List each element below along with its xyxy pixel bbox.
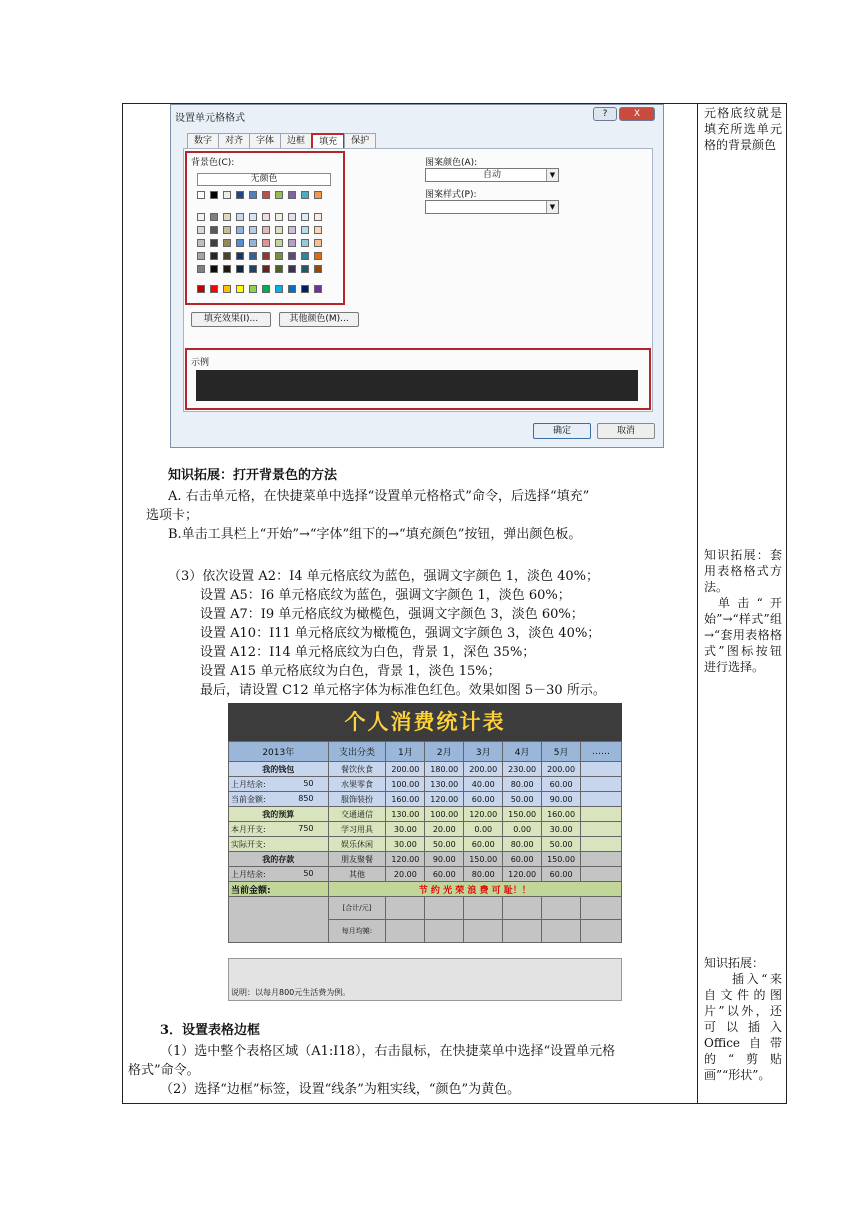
table-cell (386, 897, 425, 920)
table-cell (581, 920, 622, 943)
color-swatch[interactable] (288, 213, 296, 221)
value-cell: 60.00 (542, 777, 581, 792)
row-amount: 850 (298, 793, 314, 803)
value-cell: 100.00 (386, 777, 425, 792)
value-cell: 60.00 (425, 867, 464, 882)
value-cell: 50.00 (503, 792, 542, 807)
value-cell: 160.00 (542, 807, 581, 822)
color-swatch[interactable] (249, 226, 257, 234)
color-swatch[interactable] (301, 265, 309, 273)
category-cell: 学习用具 (328, 822, 386, 837)
color-swatch[interactable] (275, 239, 283, 247)
color-swatch[interactable] (301, 239, 309, 247)
value-cell: 120.00 (464, 807, 503, 822)
color-swatch[interactable] (236, 213, 244, 221)
color-swatch[interactable] (223, 285, 231, 293)
value-cell: 30.00 (386, 837, 425, 852)
side-note-3 (704, 955, 782, 1083)
value-cell: 50.00 (425, 837, 464, 852)
dialog-tabs (187, 133, 375, 148)
color-swatch[interactable] (275, 213, 283, 221)
color-swatch[interactable] (223, 239, 231, 247)
color-swatch[interactable] (210, 191, 218, 199)
color-swatch[interactable] (197, 226, 205, 234)
side-note-1: 元格底纹就是填充所选单元格的背景颜色 (704, 106, 782, 152)
step3-line2: 设置 A5：I6 单元格底纹为蓝色，强调文字颜色 1，淡色 60%； (200, 588, 571, 603)
color-swatch[interactable] (314, 285, 322, 293)
row-label-cell (229, 837, 329, 852)
value-cell: 60.00 (464, 837, 503, 852)
row-label-cell: 我的预算 (229, 807, 329, 822)
color-swatch[interactable] (288, 226, 296, 234)
value-cell: 0.00 (503, 822, 542, 837)
value-cell: 20.00 (425, 822, 464, 837)
value-cell: 130.00 (386, 807, 425, 822)
tab-font[interactable]: 字体 (249, 133, 281, 148)
value-cell (581, 792, 622, 807)
color-swatch[interactable] (249, 213, 257, 221)
sample-label: 示例 (191, 358, 210, 368)
color-swatch[interactable] (288, 285, 296, 293)
header-cell: 3月 (464, 742, 503, 762)
side-note-2-body: 单击“开始”→“样式”组→“套用表格格式”图标按钮进行选择。 (704, 596, 782, 674)
color-swatch[interactable] (262, 213, 270, 221)
color-swatch[interactable] (249, 265, 257, 273)
bg-color-label: 背景色(C): (191, 158, 235, 168)
row-label-cell (229, 867, 329, 882)
color-swatch[interactable] (301, 285, 309, 293)
total-row (229, 897, 622, 920)
fill-effects-button[interactable]: 填充效果(I)... (191, 312, 271, 327)
row-amount: 50 (303, 778, 314, 788)
color-swatch[interactable] (275, 252, 283, 260)
value-cell (581, 777, 622, 792)
category-cell: 餐饮伙食 (328, 762, 386, 777)
value-cell: 40.00 (464, 777, 503, 792)
blank-cell (229, 897, 329, 943)
category-cell: 服饰装扮 (328, 792, 386, 807)
table-header-row (229, 742, 622, 762)
step3-line6: 设置 A15 单元格底纹为白色，背景 1，淡色 15%； (200, 664, 501, 679)
color-swatch[interactable] (223, 213, 231, 221)
category-cell: 水果零食 (328, 777, 386, 792)
color-swatch[interactable] (236, 239, 244, 247)
chevron-down-icon: ▼ (546, 169, 558, 181)
value-cell: 150.00 (503, 807, 542, 822)
slogan: 节 约 光 荣 浪 费 可 耻！！ (328, 882, 621, 897)
category-cell: 朋友聚餐 (328, 852, 386, 867)
value-cell: 150.00 (464, 852, 503, 867)
sheet-note-area (228, 958, 622, 1001)
category-cell: 其他 (328, 867, 386, 882)
color-swatch[interactable] (288, 265, 296, 273)
value-cell: 60.00 (542, 867, 581, 882)
header-cell: 1月 (386, 742, 425, 762)
color-swatch[interactable] (249, 239, 257, 247)
color-swatch[interactable] (301, 191, 309, 199)
value-cell: 90.00 (425, 852, 464, 867)
ok-button[interactable]: 确定 (533, 423, 591, 439)
color-swatch[interactable] (236, 285, 244, 293)
value-cell: 0.00 (464, 822, 503, 837)
side-note-3-title: 知识拓展： (704, 956, 765, 970)
color-swatch[interactable] (314, 213, 322, 221)
value-cell: 160.00 (386, 792, 425, 807)
value-cell: 50.00 (542, 837, 581, 852)
table-row (229, 822, 622, 837)
row-label: 本月开支: (231, 824, 266, 834)
row-amount: 750 (298, 823, 314, 833)
table-cell (464, 897, 503, 920)
color-swatch[interactable] (262, 252, 270, 260)
side-note-2-title: 知识拓展：套用表格格式方法。 (704, 548, 782, 594)
color-swatch[interactable] (262, 285, 270, 293)
color-swatch[interactable] (301, 226, 309, 234)
value-cell (581, 822, 622, 837)
table-row (229, 852, 622, 867)
color-swatch[interactable] (262, 265, 270, 273)
value-cell: 180.00 (425, 762, 464, 777)
table-cell (542, 897, 581, 920)
value-cell: 100.00 (425, 807, 464, 822)
value-cell: 120.00 (386, 852, 425, 867)
row-label-cell (229, 777, 329, 792)
cancel-button[interactable]: 取消 (597, 423, 655, 439)
header-cell: 支出分类 (328, 742, 386, 762)
color-swatch[interactable] (210, 265, 218, 273)
row-label: 实际开支: (231, 839, 266, 849)
table-row (229, 762, 622, 777)
value-cell: 90.00 (542, 792, 581, 807)
step2: （2）选择“边框”标签，设置“线条”为粗实线，“颜色”为黄色。 (160, 1082, 521, 1097)
color-swatch[interactable] (288, 252, 296, 260)
tab-protection[interactable]: 保护 (344, 133, 376, 148)
table-row (229, 792, 622, 807)
close-button[interactable]: X (619, 107, 655, 121)
value-cell (581, 837, 622, 852)
pattern-style-select[interactable] (425, 200, 559, 214)
sheet-title: 个人消费统计表 (228, 703, 622, 741)
color-swatch[interactable] (249, 252, 257, 260)
value-cell (581, 852, 622, 867)
header-cell: 2013年 (229, 742, 329, 762)
value-cell (581, 807, 622, 822)
color-swatch[interactable] (236, 252, 244, 260)
side-note-3-body: 插入“来自文件的图片”以外，还可以插入Office自带的“剪贴画”“形状”。 (704, 972, 782, 1082)
header-cell: …… (581, 742, 622, 762)
dialog-title: 设置单元格格式 (175, 113, 245, 124)
color-swatch[interactable] (236, 265, 244, 273)
step1-line2: 格式”命令。 (128, 1063, 200, 1078)
row-label: 上月结余: (231, 779, 266, 789)
value-cell (581, 762, 622, 777)
color-swatch[interactable] (210, 239, 218, 247)
row-label-cell (229, 792, 329, 807)
pattern-color-label: 图案颜色(A): (425, 158, 478, 168)
total-label: [合计/元] (328, 897, 386, 920)
step3-line7: 最后，请设置 C12 单元格字体为标准色红色。效果如图 5－30 所示。 (200, 683, 606, 698)
pattern-color-select[interactable] (425, 168, 559, 182)
value-cell: 200.00 (542, 762, 581, 777)
value-cell (581, 867, 622, 882)
knowledge-title: 知识拓展：打开背景色的方法 (168, 468, 338, 483)
value-cell: 150.00 (542, 852, 581, 867)
color-swatch[interactable] (197, 265, 205, 273)
color-swatch[interactable] (197, 252, 205, 260)
color-swatch[interactable] (236, 191, 244, 199)
value-cell: 60.00 (503, 852, 542, 867)
more-colors-button[interactable]: 其他颜色(M)... (279, 312, 359, 327)
knowledge-b: B.单击工具栏上“开始”→“字体”组下的→“填充颜色”按钮，弹出颜色板。 (168, 527, 582, 542)
knowledge-a-line2: 选项卡； (146, 508, 199, 523)
value-cell: 30.00 (542, 822, 581, 837)
color-swatch[interactable] (262, 239, 270, 247)
current-amount-label: 当前金额: (229, 882, 329, 897)
color-swatch[interactable] (223, 191, 231, 199)
value-cell: 80.00 (464, 867, 503, 882)
sheet-note: 说明：以每月800元生活费为例。 (231, 988, 351, 997)
table-row (229, 867, 622, 882)
step3-line4: 设置 A10：I11 单元格底纹为橄榄色，强调文字颜色 3，淡色 40%； (200, 626, 601, 641)
color-swatch[interactable] (301, 252, 309, 260)
section-3-heading: 3．设置表格边框 (160, 1023, 261, 1038)
table-row (229, 807, 622, 822)
table-cell (503, 920, 542, 943)
color-swatch[interactable] (223, 265, 231, 273)
step3-line1: （3）依次设置 A2：I4 单元格底纹为蓝色，强调文字颜色 1，淡色 40%； (168, 569, 600, 584)
value-cell: 60.00 (464, 792, 503, 807)
row-label-cell (229, 822, 329, 837)
color-swatch[interactable] (262, 191, 270, 199)
color-swatch[interactable] (197, 191, 205, 199)
color-swatch[interactable] (275, 226, 283, 234)
color-swatch[interactable] (197, 285, 205, 293)
color-swatch[interactable] (314, 226, 322, 234)
color-swatch[interactable] (210, 252, 218, 260)
color-swatch[interactable] (210, 213, 218, 221)
color-swatch[interactable] (197, 239, 205, 247)
value-cell: 120.00 (425, 792, 464, 807)
value-cell: 80.00 (503, 777, 542, 792)
value-cell: 200.00 (386, 762, 425, 777)
row-label-cell: 我的钱包 (229, 762, 329, 777)
value-cell: 230.00 (503, 762, 542, 777)
table-cell (542, 920, 581, 943)
color-swatch[interactable] (223, 252, 231, 260)
color-swatch[interactable] (275, 265, 283, 273)
row-label: 当前金额: (231, 794, 266, 804)
color-swatch[interactable] (314, 191, 322, 199)
value-cell: 20.00 (386, 867, 425, 882)
color-swatch[interactable] (210, 226, 218, 234)
header-cell: 2月 (425, 742, 464, 762)
sample-preview (196, 370, 638, 401)
color-swatch[interactable] (275, 191, 283, 199)
category-cell: 交通通信 (328, 807, 386, 822)
table-row (229, 837, 622, 852)
color-swatch[interactable] (223, 226, 231, 234)
tab-fill[interactable]: 填充 (311, 133, 345, 148)
table-cell (581, 897, 622, 920)
pattern-style-label: 图案样式(P): (425, 190, 477, 200)
table-cell (503, 897, 542, 920)
color-swatch[interactable] (236, 226, 244, 234)
expense-sheet-figure (228, 703, 622, 1001)
step3-line3: 设置 A7：I9 单元格底纹为橄榄色，强调文字颜色 3，淡色 60%； (200, 607, 584, 622)
format-cells-dialog (170, 104, 664, 448)
table-cell (425, 897, 464, 920)
color-swatch[interactable] (314, 252, 322, 260)
step3-line5: 设置 A12：I14 单元格底纹为白色，背景 1，深色 35%； (200, 645, 536, 660)
header-cell: 5月 (542, 742, 581, 762)
column-divider (697, 103, 698, 1104)
row-label-cell: 我的存款 (229, 852, 329, 867)
color-swatch[interactable] (314, 239, 322, 247)
tab-number[interactable]: 数字 (187, 133, 219, 148)
table-cell (425, 920, 464, 943)
value-cell: 120.00 (503, 867, 542, 882)
average-label: 每月均摊: (328, 920, 386, 943)
chevron-down-icon: ▼ (546, 201, 558, 213)
color-swatch[interactable] (275, 285, 283, 293)
color-swatch[interactable] (314, 265, 322, 273)
no-color-button[interactable]: 无颜色 (197, 173, 331, 186)
table-row (229, 777, 622, 792)
step1-line1: （1）选中整个表格区域（A1:I18），右击鼠标，在快捷菜单中选择“设置单元格 (160, 1044, 616, 1059)
color-swatch[interactable] (210, 285, 218, 293)
value-cell: 200.00 (464, 762, 503, 777)
row-amount: 50 (303, 868, 314, 878)
expense-table (228, 741, 622, 943)
category-cell: 娱乐休闲 (328, 837, 386, 852)
color-swatch[interactable] (288, 191, 296, 199)
value-cell: 130.00 (425, 777, 464, 792)
color-swatch[interactable] (197, 213, 205, 221)
color-swatch[interactable] (301, 213, 309, 221)
value-cell: 80.00 (503, 837, 542, 852)
color-swatch[interactable] (249, 285, 257, 293)
tab-border[interactable]: 边框 (280, 133, 312, 148)
current-amount-row (229, 882, 622, 897)
color-swatch[interactable] (249, 191, 257, 199)
color-swatch[interactable] (262, 226, 270, 234)
pattern-color-value: 自动 (482, 170, 501, 180)
help-button[interactable]: ? (593, 107, 617, 121)
table-cell (464, 920, 503, 943)
header-cell: 4月 (503, 742, 542, 762)
value-cell: 30.00 (386, 822, 425, 837)
knowledge-a-line1: A. 右击单元格，在快捷菜单中选择“设置单元格格式”命令，后选择“填充” (168, 489, 590, 504)
tab-alignment[interactable]: 对齐 (218, 133, 250, 148)
table-cell (386, 920, 425, 943)
row-label: 上月结余: (231, 869, 266, 879)
side-note-2 (704, 547, 782, 675)
color-swatch[interactable] (288, 239, 296, 247)
